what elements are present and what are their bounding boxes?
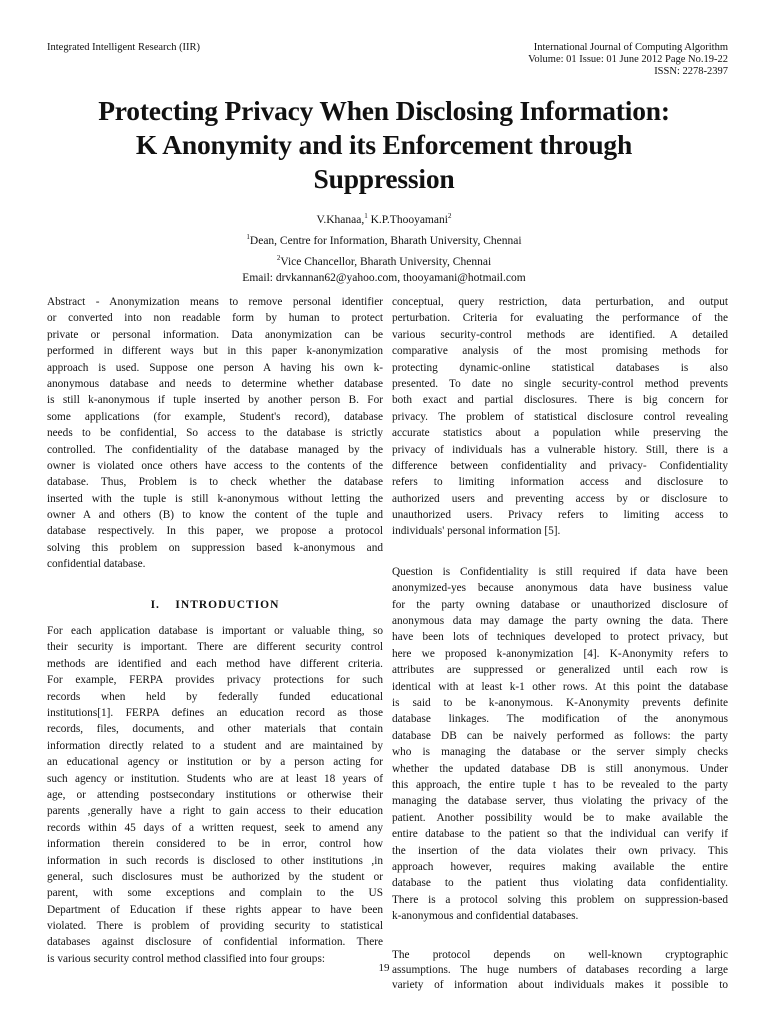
text-line: parent, with some exceptions and complain to the US bbox=[47, 887, 383, 900]
text-line: patient. Another possibility would be to make available the bbox=[392, 811, 728, 824]
text-line: database. Thus, Problem is to check whether the database bbox=[47, 476, 383, 489]
text-line: their security is important. There are different security control bbox=[47, 641, 383, 654]
text-line: k-anonymous and confidential databases. bbox=[392, 910, 579, 923]
page-number: 19 bbox=[378, 962, 390, 974]
text-line: violated. There is problem of providing security to statistical bbox=[47, 920, 383, 933]
text-line: anonymous data may damage the party owning the data. There bbox=[392, 615, 728, 628]
journal-info bbox=[528, 42, 728, 78]
text-line: conceptual, query restriction, data perturbation, and output bbox=[392, 296, 728, 308]
text-line: variety of information about individuals makes it possible to bbox=[392, 979, 728, 992]
text-line: inserted with the tuple is still k-anonymous without letting the bbox=[47, 492, 383, 505]
text-line: privacy. The problem of statistical disclosure control revealing bbox=[392, 410, 728, 423]
author-name: K.P.Thooyamani bbox=[370, 213, 448, 226]
text-line: databases against disclosure of confidential information. There bbox=[47, 936, 383, 949]
text-line: both exact and partial disclosures. There is big concern for bbox=[392, 394, 728, 407]
text-line: information directly related to a student and are maintained by bbox=[47, 739, 383, 752]
abstract bbox=[47, 294, 383, 573]
affiliation bbox=[0, 250, 768, 271]
text-line: Abstract - Anonymization means to remove personal identifier bbox=[47, 296, 383, 308]
text-line: anonymized-yes because anonymous data have business value bbox=[392, 582, 728, 595]
text-line: records when held by federally funded educational bbox=[47, 690, 383, 703]
text-line: here we proposed k-anonymization [4]. K-Anonymity refers to bbox=[392, 647, 728, 660]
text-line: presented. To date no single security-control method prevents bbox=[392, 377, 728, 390]
text-line: records within 45 days of a written request, seek to amend any bbox=[47, 821, 383, 834]
text-line: comparative analysis of the most promising methods for bbox=[392, 345, 728, 358]
text-line: entire database to the patient so that the individual can verify if bbox=[392, 828, 728, 841]
text-line: identical with at least k-1 other rows. At this point the database bbox=[392, 680, 728, 693]
text-line: such agency or institution. Students who are at least 18 years of bbox=[47, 772, 383, 785]
text-line: privacy of individuals has a vulnerable history. Still, there is a bbox=[392, 443, 728, 456]
journal-volume: Volume: 01 Issue: 01 June 2012 Page No.19-22 bbox=[528, 54, 728, 65]
text-line: institutions[1]. FERPA defines an education record as those bbox=[47, 707, 383, 719]
text-line: Question is Confidentiality is still required if data have been bbox=[392, 565, 728, 578]
author-sup: 2 bbox=[447, 212, 452, 220]
text-line: Department of Education if these rights appear to have been bbox=[47, 903, 383, 916]
text-line: controlled. The confidentiality of the database managed by the bbox=[47, 443, 383, 456]
text-line: the insertion of the data violates their own privacy. This bbox=[392, 844, 728, 857]
journal-name: International Journal of Computing Algorithm bbox=[533, 42, 728, 53]
author-emails: Email: drvkannan62@yahoo.com, thooyamani@hotmail.com bbox=[242, 272, 526, 285]
left-column bbox=[47, 294, 383, 991]
body-paragraph bbox=[392, 564, 728, 925]
text-line: protecting dynamic-online statistical databases is also bbox=[392, 361, 728, 374]
text-line: database respectively. In this paper, we propose a protocol bbox=[47, 525, 383, 538]
text-line: anonymous database and needs to determine whether database bbox=[47, 377, 383, 390]
text-line: some applications (for example, Student's record), database bbox=[47, 410, 383, 423]
text-line: have been lots of techniques developed to protect privacy, but bbox=[392, 631, 728, 644]
affiliation-text: Vice Chancellor, Bharath University, Chennai bbox=[280, 255, 492, 268]
text-line: methods are identified and each method have different criteria. bbox=[47, 657, 383, 670]
affiliation-text: Dean, Centre for Information, Bharath University, Chennai bbox=[249, 234, 522, 247]
text-line: individuals' personal information [5]. bbox=[392, 525, 561, 538]
text-line: is various security control method classified into four groups: bbox=[47, 952, 325, 965]
text-line: parents ,generally have a right to gain access to their education bbox=[47, 805, 383, 818]
journal-issn: ISSN: 2278-2397 bbox=[654, 66, 728, 77]
author-block bbox=[0, 208, 768, 287]
affiliation-sup: 1 bbox=[246, 232, 250, 241]
journal-publisher: Integrated Intelligent Research (IIR) bbox=[47, 42, 201, 53]
text-line: for the party owning database or unauthorized disclosure of bbox=[392, 598, 728, 611]
text-line: For example, FERPA provides privacy protections for such bbox=[47, 674, 383, 687]
author-names bbox=[0, 208, 768, 229]
text-line: database DB can be naively performed as follows: the party bbox=[392, 729, 728, 742]
text-line: owner is violated once others have access to the contents of the bbox=[47, 459, 383, 472]
text-line: assumptions. The huge numbers of databases recording a large bbox=[392, 964, 728, 977]
text-line: authorized users and preventing access by or disclosure to bbox=[392, 492, 728, 505]
text-line: information in such records is disclosed to other institutions ,in bbox=[47, 854, 383, 867]
text-line: attributes are suppressed or generalized until each row is bbox=[392, 664, 728, 677]
text-line: general, such disclosures must be authorized by the student or bbox=[47, 870, 383, 883]
text-line: unauthorized users. Privacy refers to limiting access to bbox=[392, 509, 728, 522]
text-line: approach is used. Suppose one person A having his own k- bbox=[47, 361, 383, 374]
text-line: database to the patient thus violating data confidentiality. bbox=[392, 877, 728, 890]
paper-title bbox=[0, 94, 768, 196]
text-line: database linkages. The modification of the anonymous bbox=[392, 713, 728, 726]
text-line: needs to be confidential, So access to the database is strictly bbox=[47, 427, 383, 440]
text-line: The protocol depends on well-known cryptographic bbox=[392, 949, 728, 962]
text-line: approach however, requires making available the entire bbox=[392, 860, 728, 873]
text-line: or converted into non readable form by human to protect bbox=[47, 312, 383, 325]
text-line: There is a protocol solving this problem on suppression-based bbox=[392, 893, 728, 906]
text-line: managing the database server, thus violating the privacy of the bbox=[392, 795, 728, 808]
text-line: refers to limiting information access and disclosure to bbox=[392, 476, 728, 489]
text-line: For each application database is important or valuable thing, so bbox=[47, 625, 383, 638]
title-line: K Anonymity and its Enforcement through bbox=[135, 129, 633, 160]
text-line: whether the updated database DB is still anonymous. Under bbox=[392, 762, 728, 775]
text-line: solving this problem on suppression based k-anonymous and bbox=[47, 541, 383, 554]
text-line: owner A and others (B) to know the content of the tuple and bbox=[47, 509, 383, 522]
body-paragraph bbox=[392, 294, 728, 540]
author-sup: 1 bbox=[364, 212, 368, 220]
title-line: Protecting Privacy When Disclosing Information: bbox=[98, 95, 670, 126]
title-line: Suppression bbox=[313, 163, 455, 194]
text-line: is said to be k-anonymous. K-Anonymity prevents definite bbox=[392, 696, 728, 709]
text-line: an educational agency or institution or by a person acting for bbox=[47, 756, 383, 769]
text-line: accurate statistics about a population while preserving the bbox=[392, 427, 728, 440]
text-line: is still k-anonymous if tuple inserted by another person B. For bbox=[47, 394, 383, 407]
text-line: difference between confidentiality and privacy- Confidentiality bbox=[392, 459, 728, 472]
right-column bbox=[392, 294, 728, 1017]
affiliation bbox=[0, 229, 768, 250]
text-line: perturbation. Criteria for evaluating the performance of the bbox=[392, 312, 728, 325]
text-line: age, or attending postsecondary institutions or otherwise their bbox=[47, 788, 383, 801]
text-line: this approach, the entire tuple t has to be revealed to the party bbox=[392, 778, 728, 791]
text-line: information therein considered to be in error, control how bbox=[47, 838, 383, 851]
text-line: who is managing the database or the server simply checks bbox=[392, 746, 728, 759]
text-line: confidential database. bbox=[47, 558, 146, 571]
section-heading-introduction: I. INTRODUCTION bbox=[150, 598, 280, 611]
author-name: V.Khanaa, bbox=[316, 213, 365, 226]
text-line: private or personal information. Data anonymization can be bbox=[47, 328, 383, 341]
text-line: records, files, documents, and other materials that contain bbox=[47, 723, 383, 736]
intro-paragraph bbox=[47, 623, 383, 967]
text-line: performed in different ways but in this paper k-anonymization bbox=[47, 345, 383, 358]
text-line: various security-control methods are identified. A detailed bbox=[392, 328, 728, 341]
affiliation-sup: 2 bbox=[276, 253, 281, 262]
